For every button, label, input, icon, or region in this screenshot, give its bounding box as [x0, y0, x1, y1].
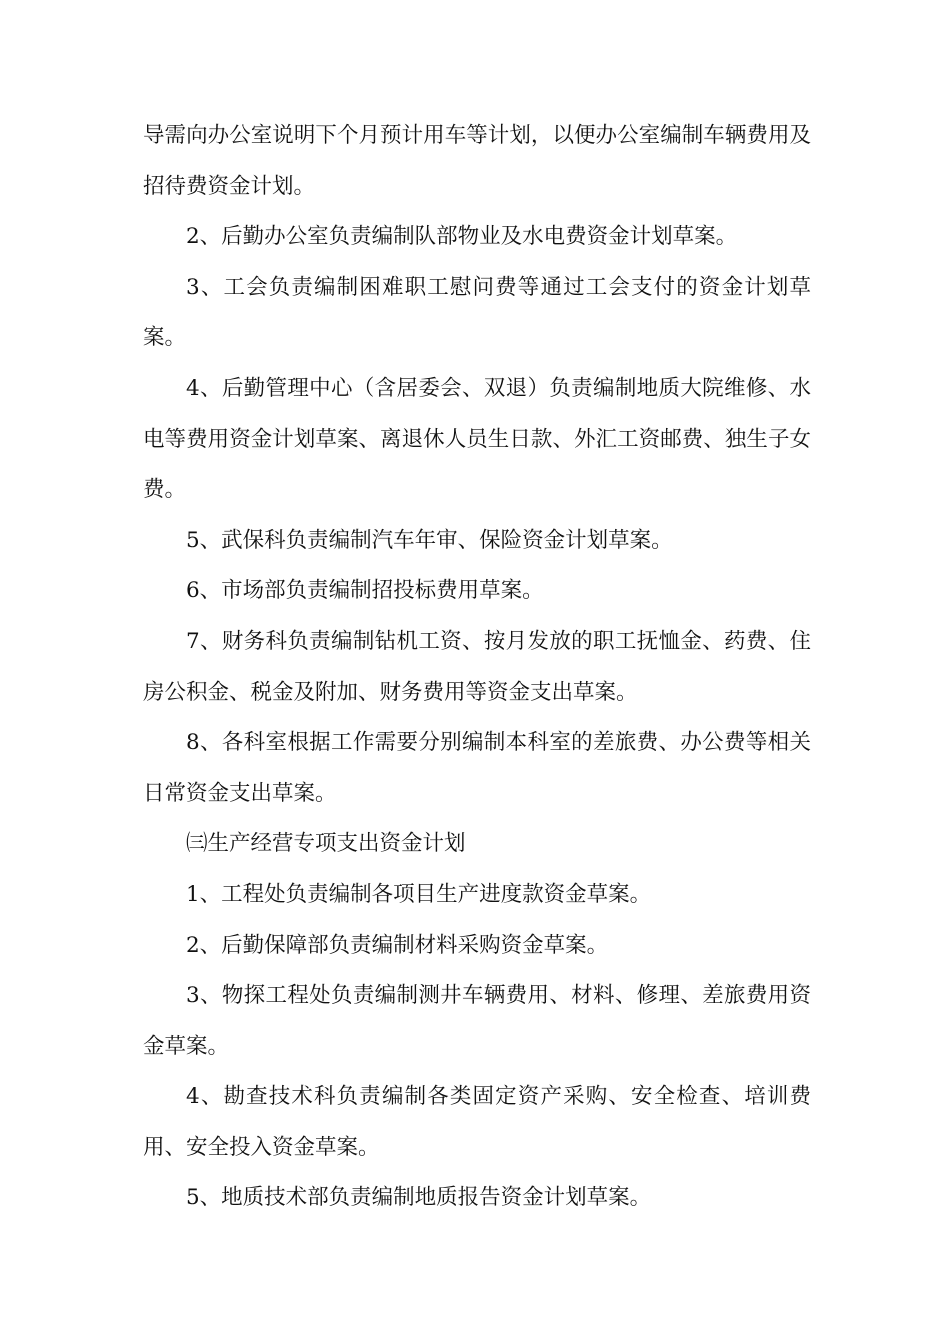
paragraph-item-7: 7、财务科负责编制钻机工资、按月发放的职工抚恤金、药费、住房公积金、税金及附加、财务费用等资金支出草案。 [143, 628, 811, 705]
paragraph-item-2: 2、后勤办公室负责编制队部物业及水电费资金计划草案。 [186, 224, 738, 250]
paragraph-item-6: 6、市场部负责编制招投标费用草案。 [186, 578, 544, 604]
paragraph-item-4: 4、后勤管理中心（含居委会、双退）负责编制地质大院维修、水电等费用资金计划草案、离退休人员生日款、外汇工资邮费、独生子女费。 [143, 375, 811, 503]
paragraph-item-5: 5、武保科负责编制汽车年审、保险资金计划草案。 [186, 527, 673, 553]
section-heading: ㈢生产经营专项支出资金计划 [186, 831, 466, 857]
paragraph-section-item-4: 4、勘查技术科负责编制各类固定资产采购、安全检查、培训费用、安全投入资金草案。 [143, 1084, 811, 1160]
document-body [143, 111, 811, 1224]
paragraph-continuation: 导需向办公室说明下个月预计用车等计划，以便办公室编制车辆费用及招待费资金计划。 [143, 123, 811, 199]
paragraph-section-item-2: 2、后勤保障部负责编制材料采购资金草案。 [186, 932, 609, 958]
paragraph-section-item-3: 3、物探工程处负责编制测井车辆费用、材料、修理、差旅费用资金草案。 [143, 983, 811, 1059]
paragraph-item-3: 3、工会负责编制困难职工慰问费等通过工会支付的资金计划草案。 [143, 274, 811, 351]
paragraph-section-item-5: 5、地质技术部负责编制地质报告资金计划草案。 [186, 1185, 652, 1211]
paragraph-section-item-1: 1、工程处负责编制各项目生产进度款资金草案。 [186, 881, 652, 907]
paragraph-item-8: 8、各科室根据工作需要分别编制本科室的差旅费、办公费等相关日常资金支出草案。 [143, 730, 811, 806]
